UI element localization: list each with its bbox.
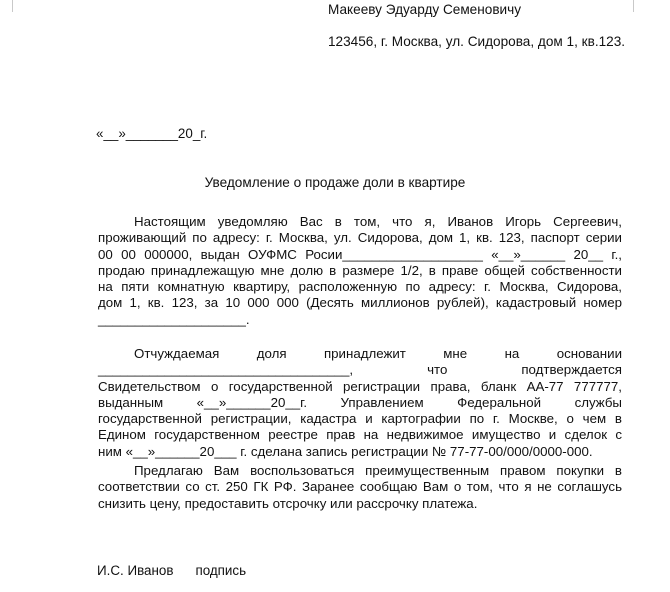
paragraph-offer (98, 463, 622, 512)
paragraph-line: __________________________________, что подтверждается (98, 362, 622, 378)
signature-label: подпись (195, 563, 247, 578)
paragraph-line: на пяти комнатную квартиру, расположенную по адресу: г. Москва, Сидорова, (98, 279, 622, 295)
paragraph-line: Едином государственном реестре прав на недвижимое имущество и сделок с (98, 427, 622, 443)
page-edge-right (633, 0, 670, 12)
paragraph-line: выданным «__»______20__г. Управлением Федеральной службы (98, 394, 622, 410)
document-title: Уведомление о продаже доли в квартире (204, 175, 466, 190)
paragraph-line: государственной регистрации, кадастра и картографии по г. Москве, о чем в (98, 411, 622, 427)
paragraph-line: Свидетельством о государственной регистрации права, бланк АА-77 777777, (98, 378, 622, 394)
page-edge-left (0, 0, 13, 12)
paragraph-notification (98, 214, 622, 328)
paragraph-line: 00 00 000000, выдан ОУФМС Росии___________________ «__»______ 20__ г., (98, 246, 622, 262)
paragraph-line: Предлагаю Вам воспользоваться преимущественным правом покупки в (134, 463, 622, 478)
signature-name: И.С. Иванов (97, 563, 174, 578)
paragraph-line: продаю принадлежащую мне долю в размере 1/2, в праве общей собственности (98, 262, 622, 278)
paragraph-line: снизить цену, предоставить отсрочку или рассрочку платежа. (98, 495, 478, 511)
paragraph-line: ним «__»______20___ г. сделана запись регистрации № 77-77-00/000/0000-000. (98, 443, 593, 459)
recipient-address: 123456, г. Москва, ул. Сидорова, дом 1, кв.123. (328, 34, 626, 49)
paragraph-line: Настоящим уведомляю Вас в том, что я, Иванов Игорь Сергеевич, (134, 214, 622, 229)
paragraph-line: Отчуждаемая доля принадлежит мне на основании (134, 346, 622, 361)
recipient-name: Макееву Эдуарду Семеновичу (328, 2, 522, 17)
signature-block (97, 563, 246, 579)
paragraph-line: ____________________. (98, 311, 250, 327)
date-line: «__»_______20_г. (96, 126, 208, 141)
paragraph-line: соответствии со ст. 250 ГК РФ. Заранее сообщаю Вам о том, что я не соглашусь (98, 479, 622, 495)
paragraph-line: проживающий по адресу: г. Москва, ул. Сидорова, дом 1, кв. 123, паспорт серии (98, 230, 622, 246)
paragraph-ownership (98, 346, 622, 460)
paragraph-line: дом 1, кв. 123, за 10 000 000 (Десять миллионов рублей), кадастровый номер (98, 295, 622, 311)
